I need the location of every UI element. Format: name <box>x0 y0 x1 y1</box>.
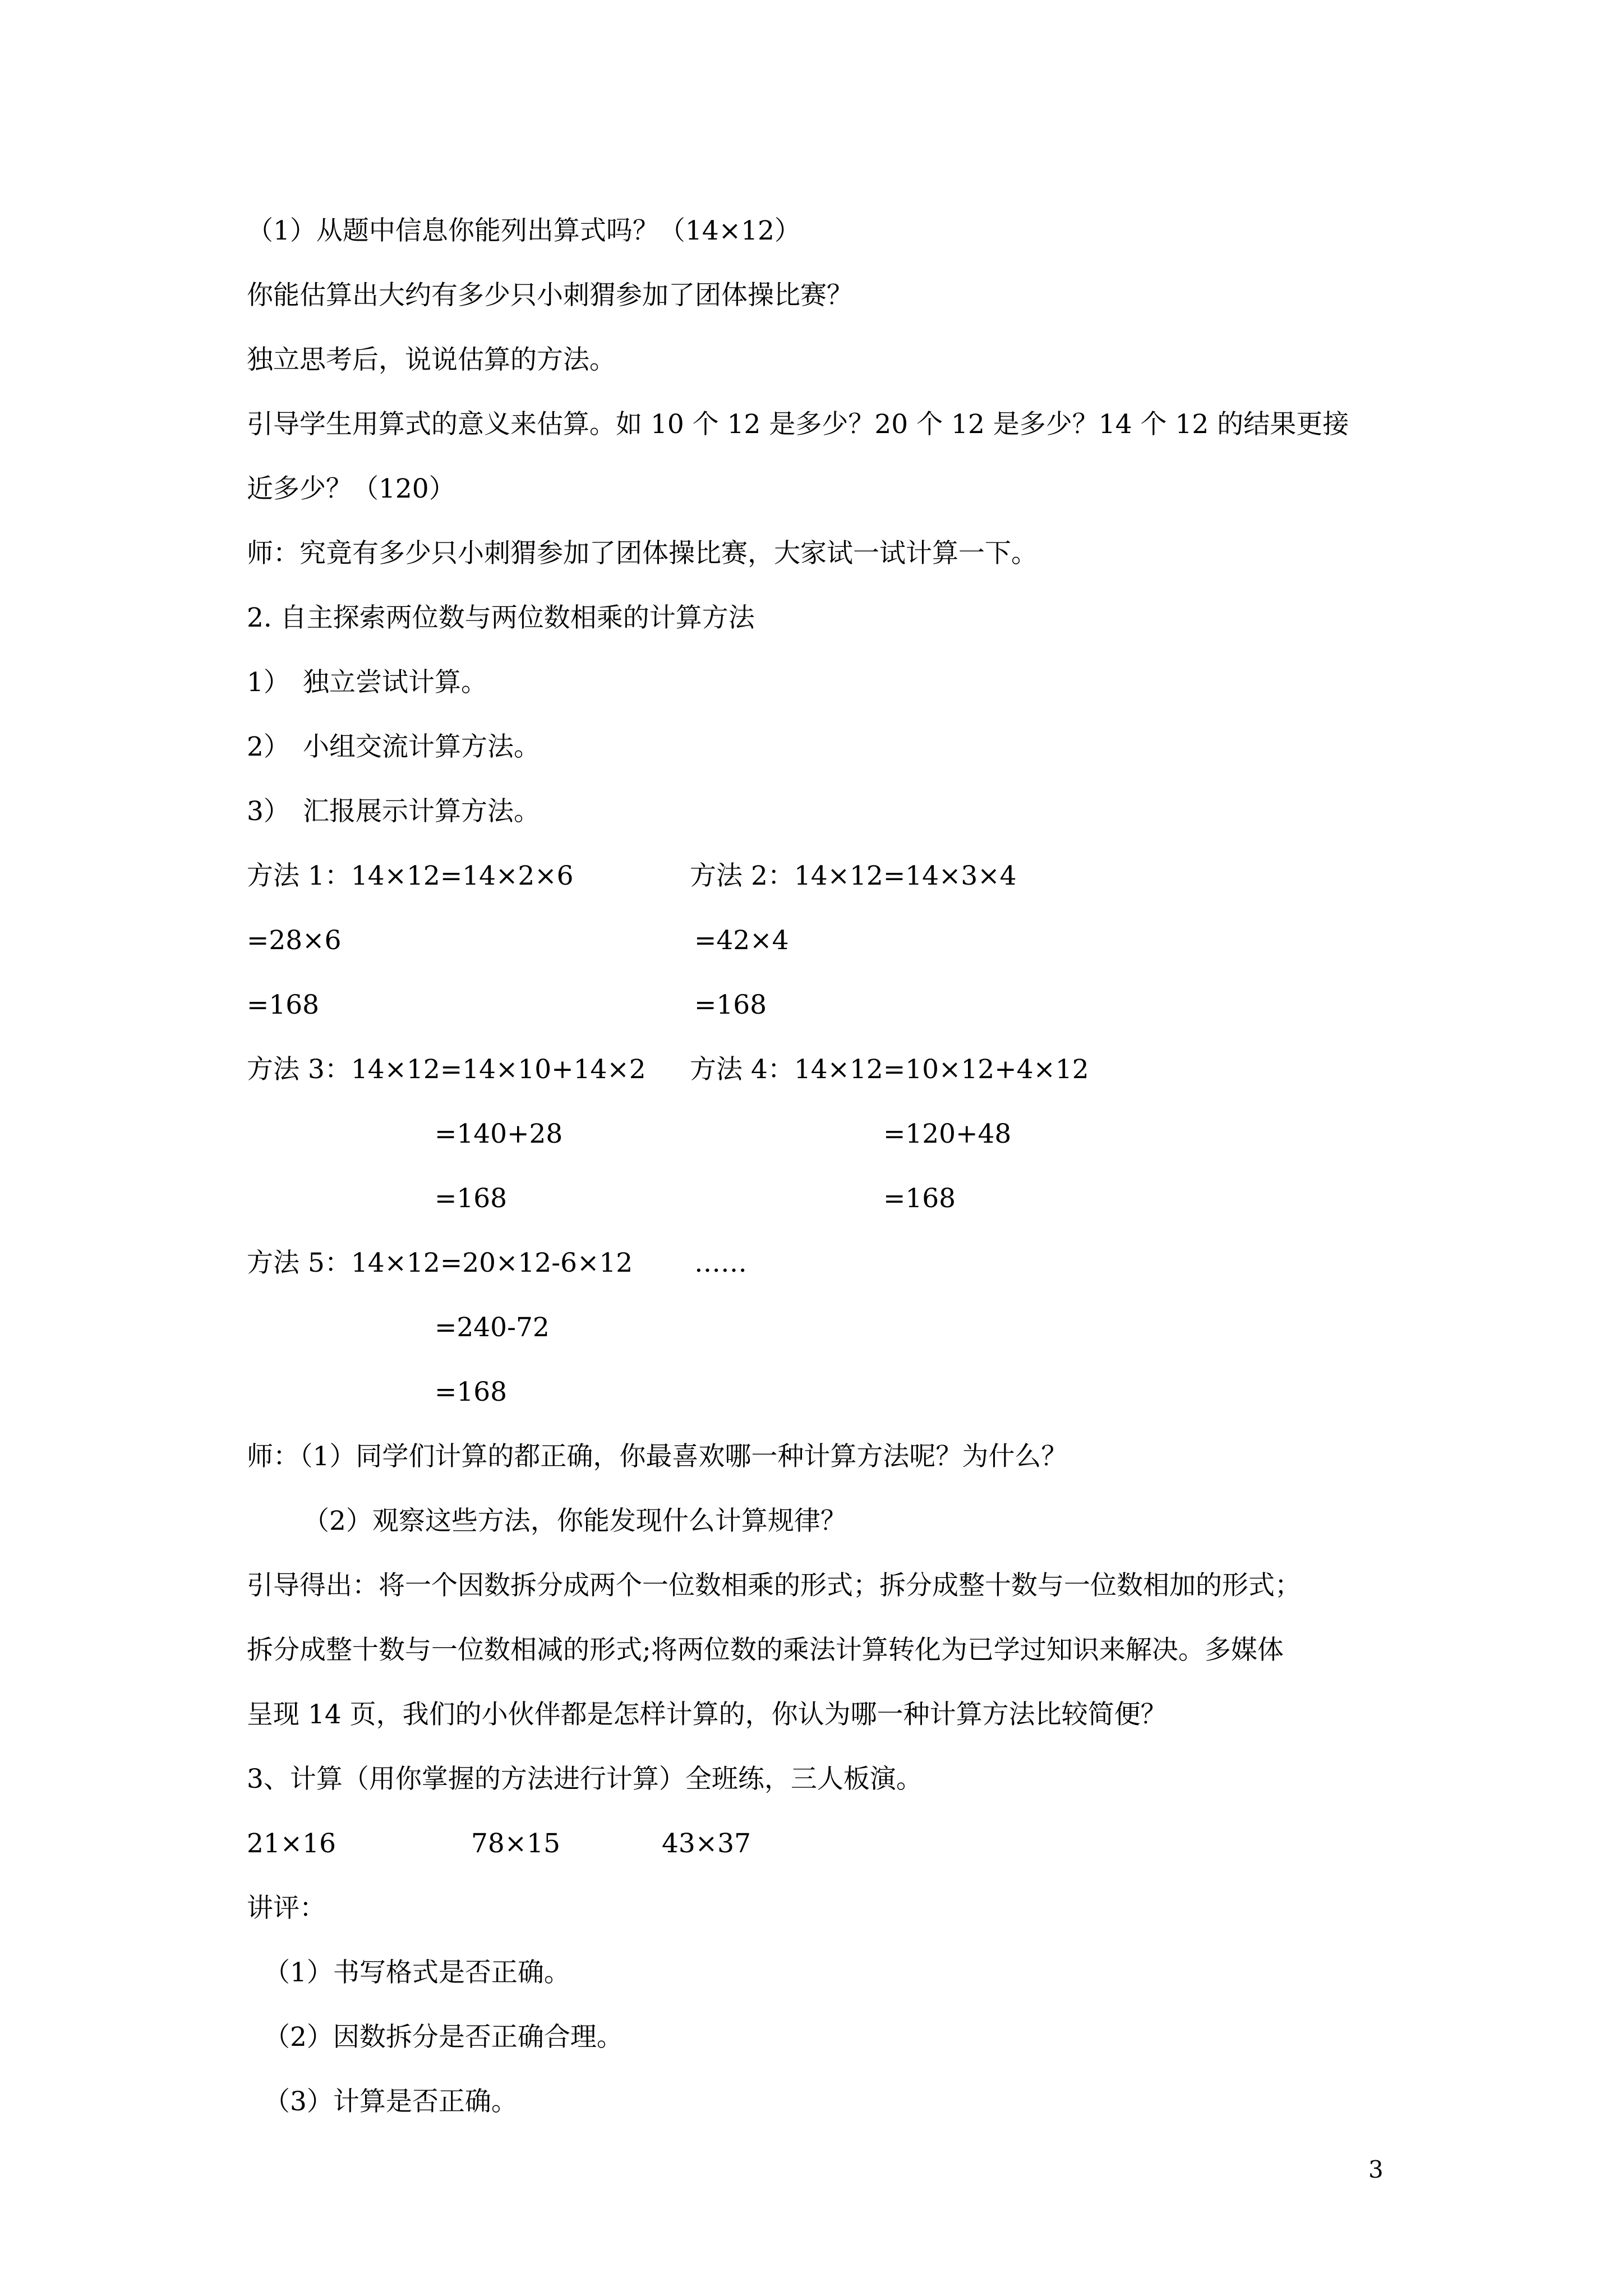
method-3-line1: 方法 3：14×12=14×10+14×2 <box>247 1054 646 1085</box>
step-3 <box>247 795 540 829</box>
teacher-question-1: 师：（1）同学们计算的都正确，你最喜欢哪一种计算方法呢？为什么？ <box>247 1441 1068 1472</box>
review-item-3: （3）计算是否正确。 <box>264 2086 518 2117</box>
think-instruction: 独立思考后，说说估算的方法。 <box>247 344 616 375</box>
method-4-line3: =168 <box>883 1183 956 1214</box>
method-2-line2: =42×4 <box>694 925 789 956</box>
section-2-heading: 2. 自主探索两位数与两位数相乘的计算方法 <box>247 602 755 633</box>
teacher-prompt: 师：究竟有多少只小刺猬参加了团体操比赛，大家试一试计算一下。 <box>247 538 1038 569</box>
conclusion-line2: 拆分成整十数与一位数相减的形式;将两位数的乘法计算转化为已学过知识来解决。多媒体 <box>247 1635 1284 1665</box>
method-1-line2: =28×6 <box>247 925 342 956</box>
guide-estimate-line2: 近多少？（120） <box>247 473 455 504</box>
method-4-line2: =120+48 <box>883 1119 1012 1149</box>
step-2 <box>247 730 540 764</box>
estimate-question: 你能估算出大约有多少只小刺猬参加了团体操比赛？ <box>247 280 853 311</box>
step-text: 汇报展示计算方法。 <box>303 796 540 827</box>
review-item-2: （2）因数拆分是否正确合理。 <box>264 2022 623 2053</box>
exercise-1: 21×16 <box>247 1828 336 1859</box>
step-1 <box>247 666 487 700</box>
section-3-heading: 3、计算（用你掌握的方法进行计算）全班练，三人板演。 <box>247 1764 923 1795</box>
step-text: 小组交流计算方法。 <box>303 731 540 762</box>
review-item-1: （1）书写格式是否正确。 <box>264 1957 570 1988</box>
method-1-line3: =168 <box>247 990 320 1020</box>
method-3-line3: =168 <box>435 1183 508 1214</box>
method-4-line1: 方法 4：14×12=10×12+4×12 <box>690 1054 1089 1085</box>
step-number: 3） <box>247 796 290 827</box>
review-heading: 讲评： <box>247 1893 326 1924</box>
step-text: 独立尝试计算。 <box>303 667 487 698</box>
page-number: 3 <box>1368 2156 1384 2183</box>
exercise-2: 78×15 <box>471 1828 560 1859</box>
method-2-line1: 方法 2：14×12=14×3×4 <box>690 861 1017 891</box>
conclusion-line1: 引导得出：将一个因数拆分成两个一位数相乘的形式；拆分成整十数与一位数相加的形式； <box>247 1570 1301 1601</box>
method-5-line1: 方法 5：14×12=20×12-6×12 <box>247 1248 633 1278</box>
method-5-line2: =240-72 <box>435 1312 550 1343</box>
step-number: 2） <box>247 731 290 762</box>
method-1-line1: 方法 1：14×12=14×2×6 <box>247 861 574 891</box>
ellipsis: …… <box>694 1248 747 1278</box>
guide-estimate-line1: 引导学生用算式的意义来估算。如 10 个 12 是多少？20 个 12 是多少？14 个 12 的结果更接 <box>247 409 1349 440</box>
exercise-3: 43×37 <box>662 1828 751 1859</box>
exercise-row <box>247 1827 751 1861</box>
question-1: （1）从题中信息你能列出算式吗？（14×12） <box>247 215 801 246</box>
method-2-line3: =168 <box>694 990 767 1020</box>
method-5-line3: =168 <box>435 1377 508 1407</box>
teacher-question-2: （2）观察这些方法，你能发现什么计算规律？ <box>303 1506 847 1536</box>
conclusion-line3: 呈现 14 页，我们的小伙伴都是怎样计算的，你认为哪一种计算方法比较简便？ <box>247 1699 1167 1730</box>
step-number: 1） <box>247 667 290 698</box>
method-3-line2: =140+28 <box>435 1119 563 1149</box>
